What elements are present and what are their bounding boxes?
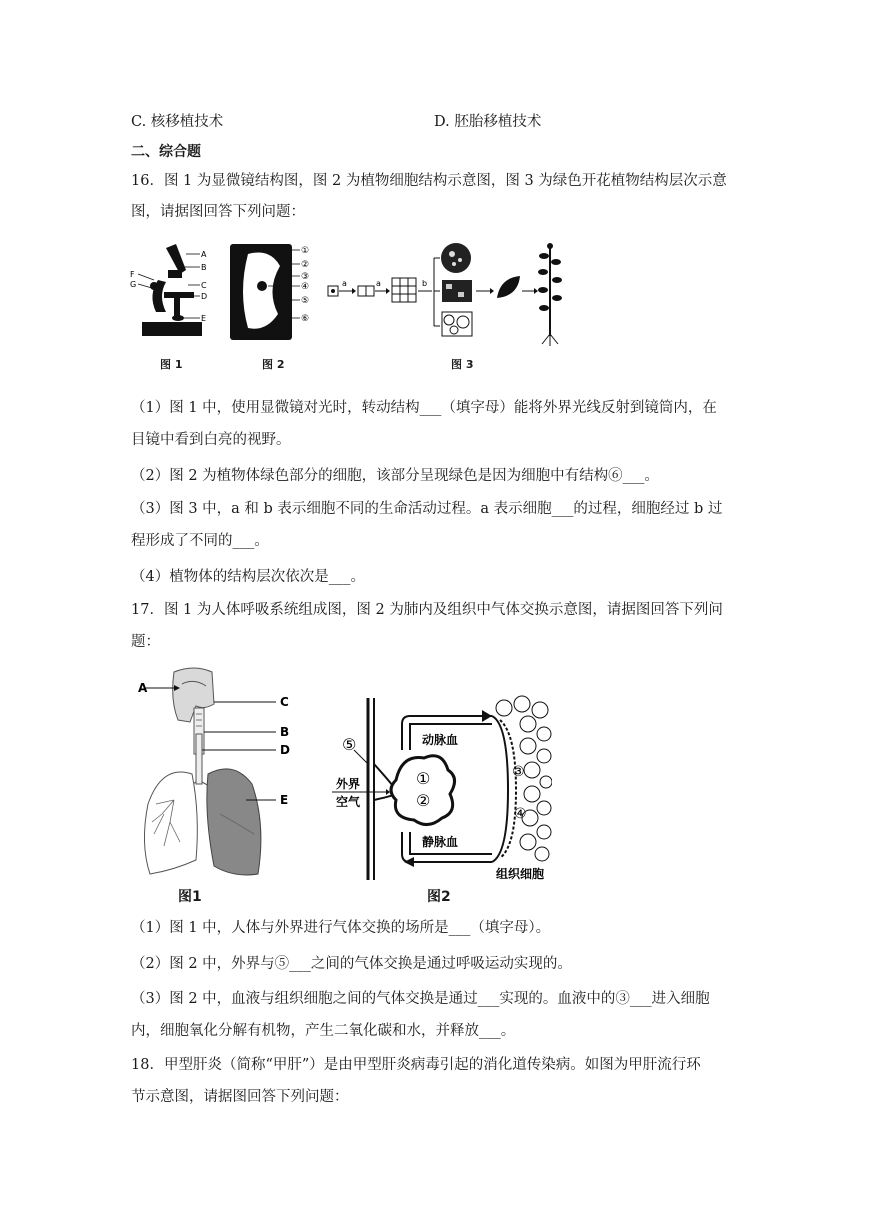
vein-label: 静脉血	[422, 835, 459, 849]
q16-sub2: （2）图 2 为植物体绿色部分的细胞，该部分呈现绿色是因为细胞中有结构⑥___。	[131, 468, 659, 484]
plant-levels-figure	[322, 236, 572, 348]
fig1-label-b: B	[201, 263, 207, 272]
fig1-label-e: E	[201, 314, 207, 323]
q17-sub2: （2）图 2 中，外界与⑤___之间的气体交换是通过呼吸运动实现的。	[131, 956, 572, 972]
fig2-label-2: ②	[301, 260, 310, 270]
q17-fig1-caption: 图1	[178, 889, 202, 905]
tissue-cells-label: 组织细胞	[496, 867, 545, 881]
q16-fig3-caption: 图 3	[451, 358, 474, 371]
q17-stem-line2: 题：	[131, 634, 160, 650]
resp-label-e: E	[280, 793, 289, 807]
option-d: D. 胚胎移植技术	[434, 114, 542, 130]
resp-label-a: A	[138, 681, 148, 695]
q16-sub3-line2: 程形成了不同的___。	[131, 533, 269, 549]
q16-fig2-caption: 图 2	[262, 358, 285, 371]
gas-label-4: ④	[514, 806, 527, 822]
fig3-label-b: b	[422, 279, 428, 288]
q16-sub4: （4）植物体的结构层次依次是___。	[131, 569, 365, 585]
fig2-label-6: ⑥	[301, 314, 310, 324]
q17-fig2-caption: 图2	[427, 889, 451, 905]
q17-sub3-line1: （3）图 2 中，血液与组织细胞之间的气体交换是通过___实现的。血液中的③___进入细胞	[131, 991, 710, 1007]
microscope-figure	[128, 240, 213, 350]
q17-sub1: （1）图 1 中，人体与外界进行气体交换的场所是___（填字母）。	[131, 920, 551, 936]
fig3-label-a2: a	[376, 279, 381, 288]
fig1-label-g: G	[130, 280, 137, 289]
gas-label-3: ③	[512, 764, 525, 780]
fig1-label-c: C	[201, 281, 207, 290]
q16-stem-line2: 图，请据图回答下列问题：	[131, 204, 305, 220]
fig3-label-a1: a	[342, 279, 347, 288]
q16-stem-line1: 16．图 1 为显微镜结构图，图 2 为植物细胞结构示意图，图 3 为绿色开花植物结构层次示意	[131, 173, 727, 189]
fig2-label-3: ③	[301, 272, 310, 282]
resp-label-b: B	[280, 725, 290, 739]
gas-label-1: ①	[416, 769, 431, 788]
resp-label-c: C	[280, 695, 289, 709]
artery-label: 动脉血	[422, 733, 459, 747]
q16-sub3-line1: （3）图 3 中，a 和 b 表示细胞不同的生命活动过程。a 表示细胞___的过程，细胞经过 b 过	[131, 501, 723, 517]
fig1-label-f: F	[130, 270, 135, 279]
fig2-label-4: ④	[301, 282, 310, 292]
q17-sub3-line2: 内，细胞氧化分解有机物，产生二氧化碳和水，并释放___。	[131, 1023, 516, 1039]
respiratory-system-figure	[134, 664, 309, 884]
q16-sub1-line2: 目镜中看到白亮的视野。	[131, 432, 291, 448]
fig2-label-1: ①	[301, 246, 310, 256]
gas-label-2: ②	[416, 791, 431, 810]
plant-cell-figure	[226, 240, 316, 350]
outside-air-label-2: 空气	[336, 795, 361, 809]
q16-fig1-caption: 图 1	[160, 358, 183, 371]
section-title: 二、综合题	[131, 144, 201, 160]
q18-stem-line2: 节示意图，请据图回答下列问题：	[131, 1089, 349, 1105]
q16-sub1-line1: （1）图 1 中，使用显微镜对光时，转动结构___（填字母）能将外界光线反射到镜筒内，在	[131, 400, 717, 416]
q17-stem-line1: 17．图 1 为人体呼吸系统组成图，图 2 为肺内及组织中气体交换示意图，请据图回答下列问	[131, 602, 723, 618]
fig1-label-d: D	[201, 292, 208, 301]
resp-label-d: D	[280, 743, 290, 757]
q18-stem-line1: 18．甲型肝炎（简称“甲肝”）是由甲型肝炎病毒引起的消化道传染病。如图为甲肝流行环	[131, 1057, 701, 1073]
fig1-label-a: A	[201, 250, 207, 259]
gas-exchange-figure	[332, 694, 552, 884]
outside-air-label-1: 外界	[336, 777, 361, 791]
fig2-label-5: ⑤	[301, 296, 310, 306]
gas-label-5: ⑤	[342, 735, 357, 754]
option-c: C. 核移植技术	[131, 114, 224, 130]
